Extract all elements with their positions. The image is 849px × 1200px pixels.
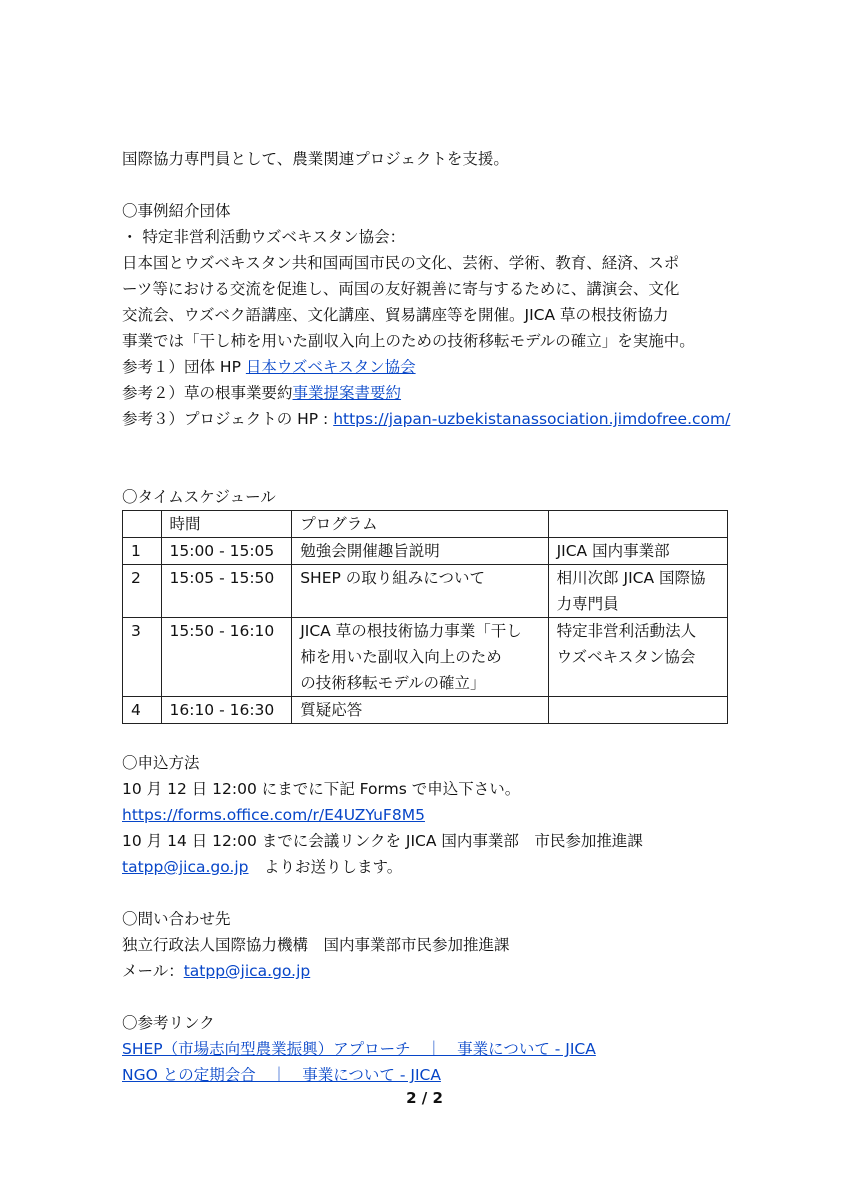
row-number: 1 [123, 538, 162, 565]
ngo-link-line [122, 1062, 762, 1088]
row-program: 勉強会開催趣旨説明 [292, 538, 548, 565]
row-program: SHEP の取り組みについて [292, 565, 548, 618]
contact-email-link[interactable]: tatpp@jica.go.jp [183, 962, 311, 980]
row-time: 15:05 - 15:50 [161, 565, 292, 618]
org-homepage-link[interactable]: 日本ウズベキスタン協会 [245, 358, 416, 376]
contact-mail [122, 958, 762, 984]
proposal-summary-link[interactable]: 事業提案書要約 [292, 384, 402, 402]
row-time: 16:10 - 16:30 [161, 697, 292, 724]
table-row [123, 697, 728, 724]
row-time: 15:00 - 15:05 [161, 538, 292, 565]
row-number: 4 [123, 697, 162, 724]
shep-link-line [122, 1036, 762, 1062]
intro-text: 国際協力専門員として、農業関連プロジェクトを支援。 [122, 150, 509, 168]
ngo-meeting-link[interactable]: NGO との定期会合 ｜ 事業について - JICA [122, 1066, 441, 1084]
reference-1-label: 参考１）団体 HP [122, 358, 246, 376]
schedule-heading: 〇タイムスケジュール [122, 488, 276, 506]
org-line: ・ 特定非営利活動ウズベキスタン協会： [122, 228, 406, 246]
row-time: 15:50 - 16:10 [161, 618, 292, 697]
description-line: 交流会、ウズベク語講座、文化講座、貿易講座等を開催。JICA 草の根技術協力 [122, 306, 669, 324]
header-cell: 時間 [161, 511, 292, 538]
contact-org: 独立行政法人国際協力機構 国内事業部市民参加推進課 [122, 936, 510, 954]
contact-mail-label: メール： [122, 962, 184, 980]
schedule-table [122, 510, 728, 724]
meeting-link-text: 10 月 14 日 12:00 までに会議リンクを JICA 国内事業部 市民参加推進課 [122, 832, 643, 850]
email-link[interactable]: tatpp@jica.go.jp [122, 858, 249, 876]
table-row [123, 565, 728, 618]
reference-2 [122, 380, 762, 406]
apply-heading: 〇申込方法 [122, 754, 200, 772]
contact-heading: 〇問い合わせ先 [122, 910, 231, 928]
description-line: 日本国とウズベキスタン共和国両国市民の文化、芸術、学術、教育、経済、スポ [122, 254, 680, 272]
reference-3 [122, 406, 762, 432]
forms-link[interactable]: https://forms.office.com/r/E4UZYuF8M5 [122, 806, 425, 824]
header-cell: プログラム [292, 511, 548, 538]
row-program: 質疑応答 [292, 697, 548, 724]
reference-3-label: 参考３）プロジェクトの HP : [122, 410, 334, 428]
apply-deadline-text: 10 月 12 日 12:00 にまでに下記 Forms で申込下さい。 [122, 780, 521, 798]
document-body [122, 146, 762, 1088]
header-cell [123, 511, 162, 538]
row-speaker: JICA 国内事業部 [548, 538, 727, 565]
row-program: JICA 草の根技術協力事業「干し 柿を用いた副収入向上のため の技術移転モデルの確立」 [292, 618, 548, 697]
row-speaker: 特定非営利活動法人 ウズベキスタン協会 [548, 618, 727, 697]
reference-2-label: 参考２）草の根事業要約 [122, 384, 293, 402]
reference-1 [122, 354, 762, 380]
row-number: 3 [123, 618, 162, 697]
row-speaker: 相川次郎 JICA 国際協 力専門員 [548, 565, 727, 618]
header-cell [548, 511, 727, 538]
links-heading: 〇参考リンク [122, 1014, 215, 1032]
table-header-row [123, 511, 728, 538]
email-suffix: よりお送りします。 [248, 858, 403, 876]
table-row [123, 618, 728, 697]
description-line: 事業では「干し柿を用いた副収入向上のための技術移転モデルの確立」を実施中。 [122, 332, 695, 350]
table-row [123, 538, 728, 565]
project-homepage-link[interactable]: https://japan-uzbekistanassociation.jimdofree.com/ [333, 410, 731, 428]
case-heading: 〇事例紹介団体 [122, 202, 231, 220]
row-number: 2 [123, 565, 162, 618]
page-number: 2 / 2 [406, 1089, 443, 1107]
forms-link-line [122, 802, 762, 828]
email-line [122, 854, 762, 880]
shep-link[interactable]: SHEP（市場志向型農業振興）アプローチ ｜ 事業について - JICA [122, 1040, 596, 1058]
row-speaker [548, 697, 727, 724]
description-line: ーツ等における交流を促進し、両国の友好親善に寄与するために、講演会、文化 [122, 280, 680, 298]
